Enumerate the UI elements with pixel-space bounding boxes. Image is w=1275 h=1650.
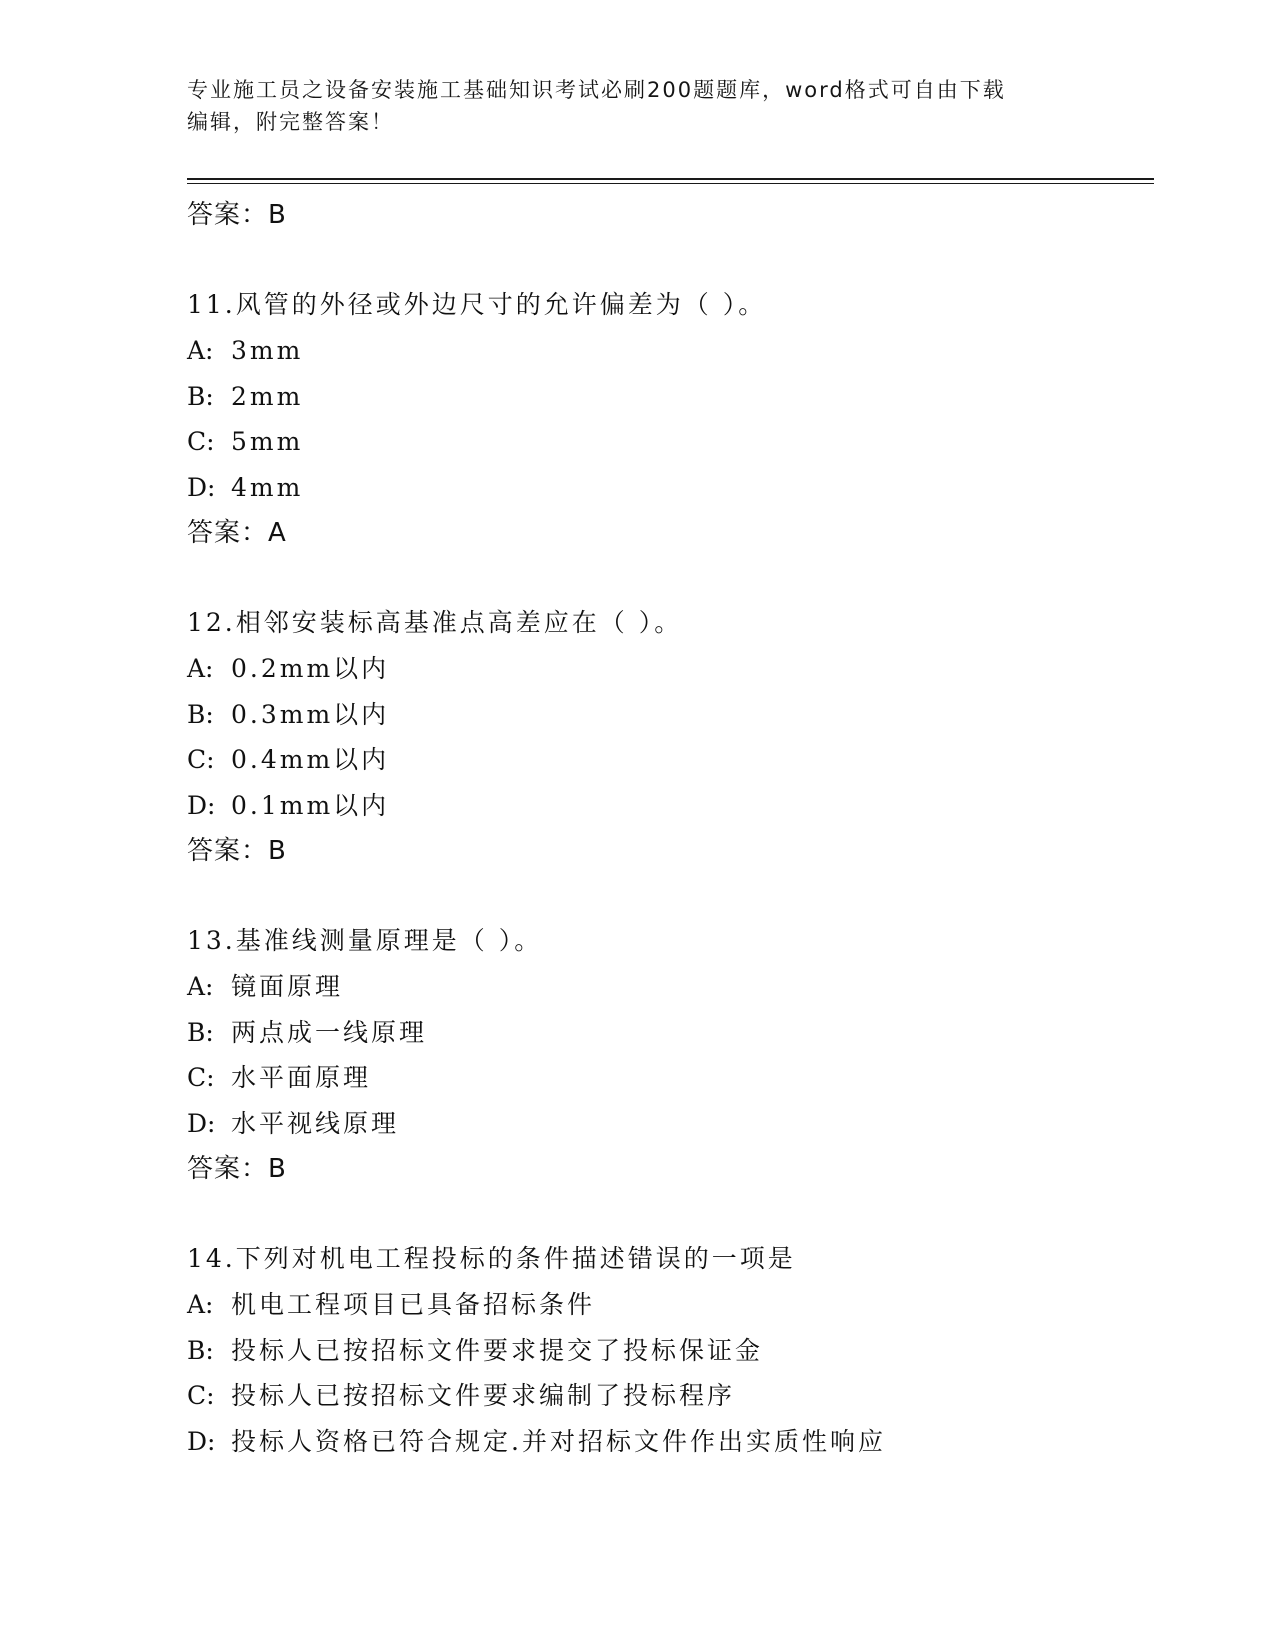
header-line-2: 编辑，附完整答案！ — [187, 110, 394, 134]
question-text: 12.相邻安装标高基准点高差应在（ ）。 — [187, 608, 683, 637]
option-key: A: — [187, 1290, 214, 1319]
option-text: 0.3mm以内 — [231, 699, 390, 729]
question-block — [187, 918, 1147, 1192]
option-text: 5mm — [231, 427, 304, 456]
question-text: 14.下列对机电工程投标的条件描述错误的一项是 — [187, 1244, 796, 1273]
option-d — [187, 465, 1147, 511]
option-key: B: — [187, 1335, 214, 1365]
option-c — [187, 419, 1147, 465]
answer-label: 答案：A — [187, 518, 287, 548]
option-key: A: — [187, 654, 214, 683]
answer-label: 答案：B — [187, 1154, 287, 1184]
header-divider-thin — [187, 183, 1154, 184]
option-text: 投标人已按招标文件要求提交了投标保证金 — [231, 1335, 764, 1365]
option-text: 0.2mm以内 — [231, 654, 390, 683]
option-text: 水平视线原理 — [231, 1108, 400, 1138]
option-key: C: — [187, 745, 215, 774]
option-key: B: — [187, 381, 214, 411]
option-key: D: — [187, 472, 216, 502]
option-text: 投标人已按招标文件要求编制了投标程序 — [231, 1381, 736, 1410]
option-key: D: — [187, 1426, 216, 1456]
question-list — [187, 192, 1147, 1464]
option-d — [187, 1101, 1147, 1147]
option-key: D: — [187, 1108, 216, 1138]
option-key: C: — [187, 1381, 215, 1410]
option-text: 4mm — [231, 472, 304, 502]
option-key: B: — [187, 1017, 214, 1047]
option-a — [187, 1282, 1147, 1328]
question-block — [187, 600, 1147, 874]
option-key: C: — [187, 427, 215, 456]
option-c — [187, 1055, 1147, 1101]
option-text: 镜面原理 — [231, 972, 344, 1001]
option-text: 3mm — [231, 336, 304, 365]
option-d — [187, 783, 1147, 829]
option-b — [187, 1328, 1147, 1374]
option-a — [187, 964, 1147, 1010]
option-key: C: — [187, 1063, 215, 1092]
option-a — [187, 328, 1147, 374]
question-text: 13.基准线测量原理是（ ）。 — [187, 926, 543, 955]
option-text: 0.4mm以内 — [231, 745, 390, 774]
answer-label: 答案：B — [187, 836, 287, 866]
option-d — [187, 1419, 1147, 1465]
question-text: 11.风管的外径或外边尺寸的允许偏差为（ ）。 — [187, 290, 767, 319]
previous-answer: 答案：B — [187, 200, 287, 230]
option-b — [187, 692, 1147, 738]
option-text: 投标人资格已符合规定.并对招标文件作出实质性响应 — [231, 1426, 886, 1456]
option-a — [187, 646, 1147, 692]
option-key: D: — [187, 790, 216, 820]
option-key: A: — [187, 972, 214, 1001]
option-c — [187, 737, 1147, 783]
option-b — [187, 374, 1147, 420]
option-text: 水平面原理 — [231, 1063, 372, 1092]
option-key: B: — [187, 699, 214, 729]
option-c — [187, 1373, 1147, 1419]
header-line-1: 专业施工员之设备安装施工基础知识考试必刷200题题库，word格式可自由下载 — [187, 78, 1006, 102]
document-header — [187, 74, 1087, 138]
header-divider — [187, 178, 1154, 180]
option-text: 机电工程项目已具备招标条件 — [231, 1290, 596, 1319]
option-text: 0.1mm以内 — [231, 790, 390, 820]
question-block — [187, 282, 1147, 556]
option-text: 2mm — [231, 381, 304, 411]
question-block — [187, 1236, 1147, 1464]
option-b — [187, 1010, 1147, 1056]
option-key: A: — [187, 336, 214, 365]
option-text: 两点成一线原理 — [231, 1017, 428, 1047]
